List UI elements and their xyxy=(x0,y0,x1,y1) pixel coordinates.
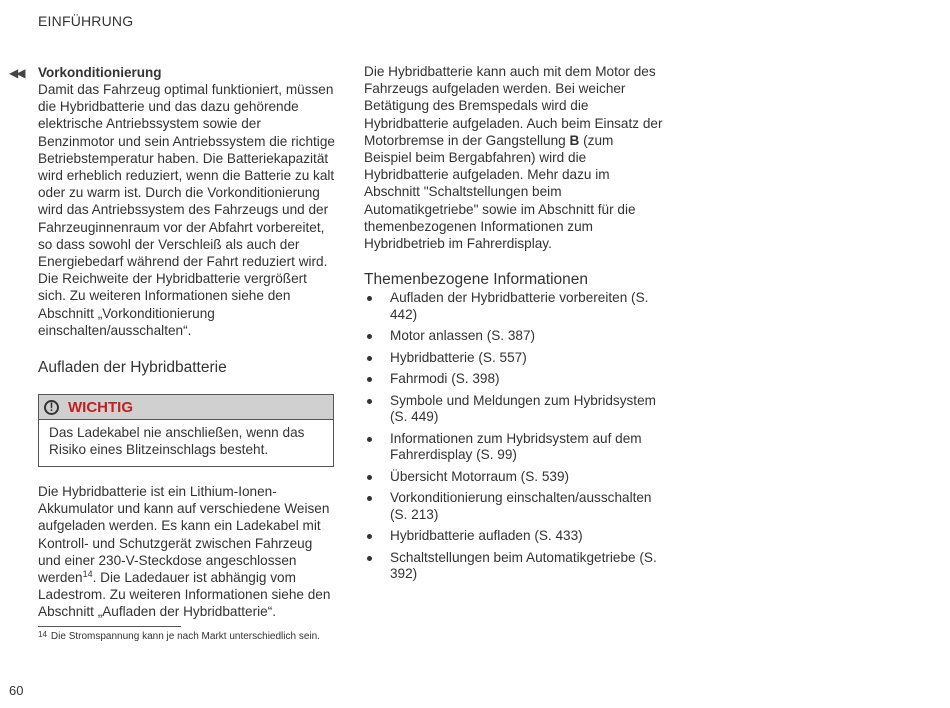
motor-text-part-b: (zum Beispiel beim Bergabfahren) wird die Hybridbatterie aufgeladen. Mehr dazu im Abschnitt "Schaltstellungen beim Automatikgetriebe" sowie im Abschnitt für die themenbezogenen Informationen zum Hybridbetrieb im Fahrerdisplay. xyxy=(364,132,636,252)
right-column xyxy=(364,63,664,588)
related-link-item[interactable]: Schaltstellungen beim Automatikgetriebe (S. 392) xyxy=(364,550,664,583)
related-link-item[interactable]: Aufladen der Hybridbatterie vorbereiten (S. 442) xyxy=(364,290,664,323)
important-text: Das Ladekabel nie anschließen, wenn das Risiko eines Blitzeinschlags besteht. xyxy=(49,425,305,458)
precond-text: Damit das Fahrzeug optimal funktioniert, müssen die Hybridbatterie und das dazu gehörende elektrische Antriebssystem sowie der Benzinmotor und sein Antriebssystem die richtige Betriebstemperatur haben. Die Batteriekapazität wird erheblich reduziert, wenn die Batterie zu kalt oder zu warm ist. Durch die Vorkonditionierung wird das Antriebssystem des Fahrzeugs und der Fahrzeuginnenraum vor der Abfahrt vorbereitet, so dass sowohl der Verschleiß als auch der Energiebedarf während der Fahrt reduziert wird. Die Reichweite der Hybridbatterie vergrößert sich. Zu weiteren Informationen siehe den Abschnitt „Vorkonditionierung einschalten/ausschalten“. xyxy=(38,82,335,338)
page-number: 60 xyxy=(9,683,24,698)
related-link-item[interactable]: Hybridbatterie aufladen (S. 433) xyxy=(364,528,664,545)
related-link-item[interactable]: Übersicht Motorraum (S. 539) xyxy=(364,469,664,486)
continue-marker-icon: ◀◀ xyxy=(9,66,24,80)
important-title: WICHTIG xyxy=(68,398,133,416)
related-link-item[interactable]: Motor anlassen (S. 387) xyxy=(364,328,664,345)
footnote-text: Die Stromspannung kann je nach Markt unterschiedlich sein. xyxy=(50,631,320,642)
section-header: EINFÜHRUNG xyxy=(38,13,134,29)
warning-icon: ! xyxy=(44,400,59,415)
related-link-item[interactable]: Symbole und Meldungen zum Hybridsystem (S. 449) xyxy=(364,393,664,426)
gear-label: B xyxy=(569,132,580,148)
footnote xyxy=(38,630,320,642)
motor-charge-text xyxy=(364,63,664,252)
related-link-item[interactable]: Informationen zum Hybridsystem auf dem Fahrerdisplay (S. 99) xyxy=(364,431,664,464)
footnote-divider xyxy=(38,626,181,627)
footnote-number: 14 xyxy=(38,630,47,639)
battery-text xyxy=(38,483,338,621)
battery-text-part-a: Die Hybridbatterie ist ein Lithium-Ionen-Akkumulator und kann auf verschiedene Weisen aufgeladen werden. Es kann ein Ladekabel mit Kontroll- und Schutzgerät zwischen Fahrzeug und einer 230-V-Steckdose angeschlossen werden xyxy=(38,484,330,586)
important-box xyxy=(38,394,334,467)
motor-text-part-a: Die Hybridbatterie kann auch mit dem Motor des Fahrzeugs aufgeladen werden. Bei weicher Betätigung des Bremspedals wird die Hybridbatterie aufgeladen. Auch beim Einsatz der Motorbremse in der Gangstellung xyxy=(364,64,663,148)
footnote-ref[interactable]: 14 xyxy=(82,569,93,580)
precond-title: Vorkonditionierung xyxy=(38,65,162,80)
battery-text-part-b: . Die Ladedauer ist abhängig vom Ladestrom. Zu weiteren Informationen siehe den Abschnitt „Aufladen der Hybridbatterie“. xyxy=(38,570,331,620)
related-link-item[interactable]: Hybridbatterie (S. 557) xyxy=(364,350,664,367)
left-column xyxy=(38,64,338,621)
related-list xyxy=(364,290,664,583)
related-link-item[interactable]: Vorkonditionierung einschalten/ausschalten (S. 213) xyxy=(364,490,664,523)
related-heading: Themenbezogene Informationen xyxy=(364,271,589,289)
important-header xyxy=(39,395,333,420)
related-link-item[interactable]: Fahrmodi (S. 398) xyxy=(364,371,664,388)
charge-heading: Aufladen der Hybridbatterie xyxy=(38,359,227,377)
